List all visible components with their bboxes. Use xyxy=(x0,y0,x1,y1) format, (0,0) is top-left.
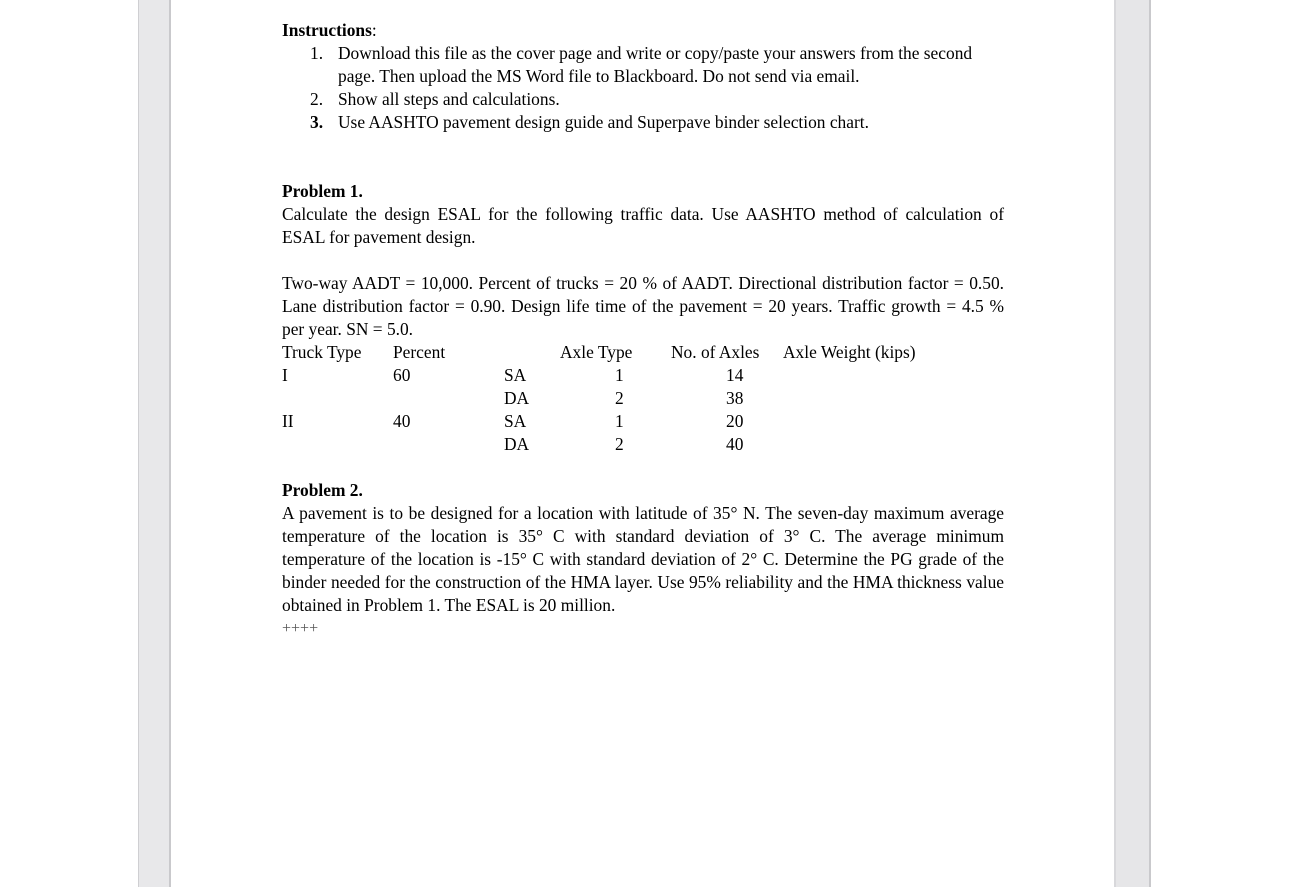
document-page xyxy=(171,0,1114,887)
end-marker: ++++ xyxy=(282,620,319,637)
problem1-traffic-data: Two-way AADT = 10,000. Percent of trucks = 20 % of AADT. Directional distribution factor = 0.50. Lane distribution factor = 0.90. Design life time of the pavement = 20 years. Traffic growth = 4.5 % per year. SN = 5.0. xyxy=(282,273,1004,339)
table-cell-axle: DA xyxy=(504,388,530,408)
table-cell-axle: SA xyxy=(504,411,527,431)
table-header-truck-type: Truck Type xyxy=(282,342,362,362)
table-cell-count: 1 xyxy=(615,365,624,385)
problem2-heading: Problem 2. xyxy=(282,480,363,500)
list-item xyxy=(282,111,1004,134)
table-cell-axle: DA xyxy=(504,434,530,454)
spacer xyxy=(282,456,1004,479)
spacer xyxy=(282,134,1004,180)
list-item-text: Show all steps and calculations. xyxy=(338,89,560,109)
table-cell-percent: 60 xyxy=(393,365,411,385)
table-cell-count: 2 xyxy=(615,388,624,408)
problem1-intro: Calculate the design ESAL for the following traffic data. Use AASHTO method of calculation of ESAL for pavement design. xyxy=(282,204,1004,247)
problem1-heading: Problem 1. xyxy=(282,181,363,201)
list-item-text: Download this file as the cover page and write or copy/paste your answers from the second page. Then upload the MS Word file to Blackboard. Do not send via email. xyxy=(338,43,973,86)
spacer xyxy=(282,249,1004,272)
table-cell-weight: 40 xyxy=(726,434,744,454)
list-item-text: Use AASHTO pavement design guide and Superpave binder selection chart. xyxy=(338,112,869,132)
problem2-text: A pavement is to be designed for a location with latitude of 35° N. The seven-day maximum average temperature of the location is 35° C with standard deviation of 3° C. The average minimum temperature of the location is -15° C with standard deviation of 2° C. Determine the PG grade of the binder needed for the construction of the HMA layer. Use 95% reliability and the HMA thickness value obtained in Problem 1. The ESAL is 20 million. xyxy=(282,503,1004,615)
truck-axle-table xyxy=(282,341,1004,456)
list-number: 1. xyxy=(310,43,324,63)
table-cell-axle: SA xyxy=(504,365,527,385)
table-cell-count: 2 xyxy=(615,434,624,454)
table-cell-weight: 38 xyxy=(726,388,744,408)
table-cell-truck: II xyxy=(282,411,294,431)
table-cell-percent: 40 xyxy=(393,411,411,431)
list-item xyxy=(282,42,1004,88)
table-header-axle-type: Axle Type xyxy=(560,342,633,362)
table-cell-weight: 14 xyxy=(726,365,744,385)
page-content xyxy=(282,19,1004,640)
instructions-list xyxy=(282,42,1004,134)
table-cell-truck: I xyxy=(282,365,288,385)
left-page-gutter xyxy=(138,0,171,887)
table-header-num-axles: No. of Axles xyxy=(671,342,760,362)
list-number: 3. xyxy=(310,112,324,132)
table-cell-weight: 20 xyxy=(726,411,744,431)
instructions-heading: Instructions: xyxy=(282,20,377,40)
table-header-percent: Percent xyxy=(393,342,446,362)
list-item xyxy=(282,88,1004,111)
list-number: 2. xyxy=(310,89,324,109)
right-scroll-gutter[interactable] xyxy=(1114,0,1151,887)
table-header-axle-weight: Axle Weight (kips) xyxy=(783,342,916,362)
table-cell-count: 1 xyxy=(615,411,624,431)
